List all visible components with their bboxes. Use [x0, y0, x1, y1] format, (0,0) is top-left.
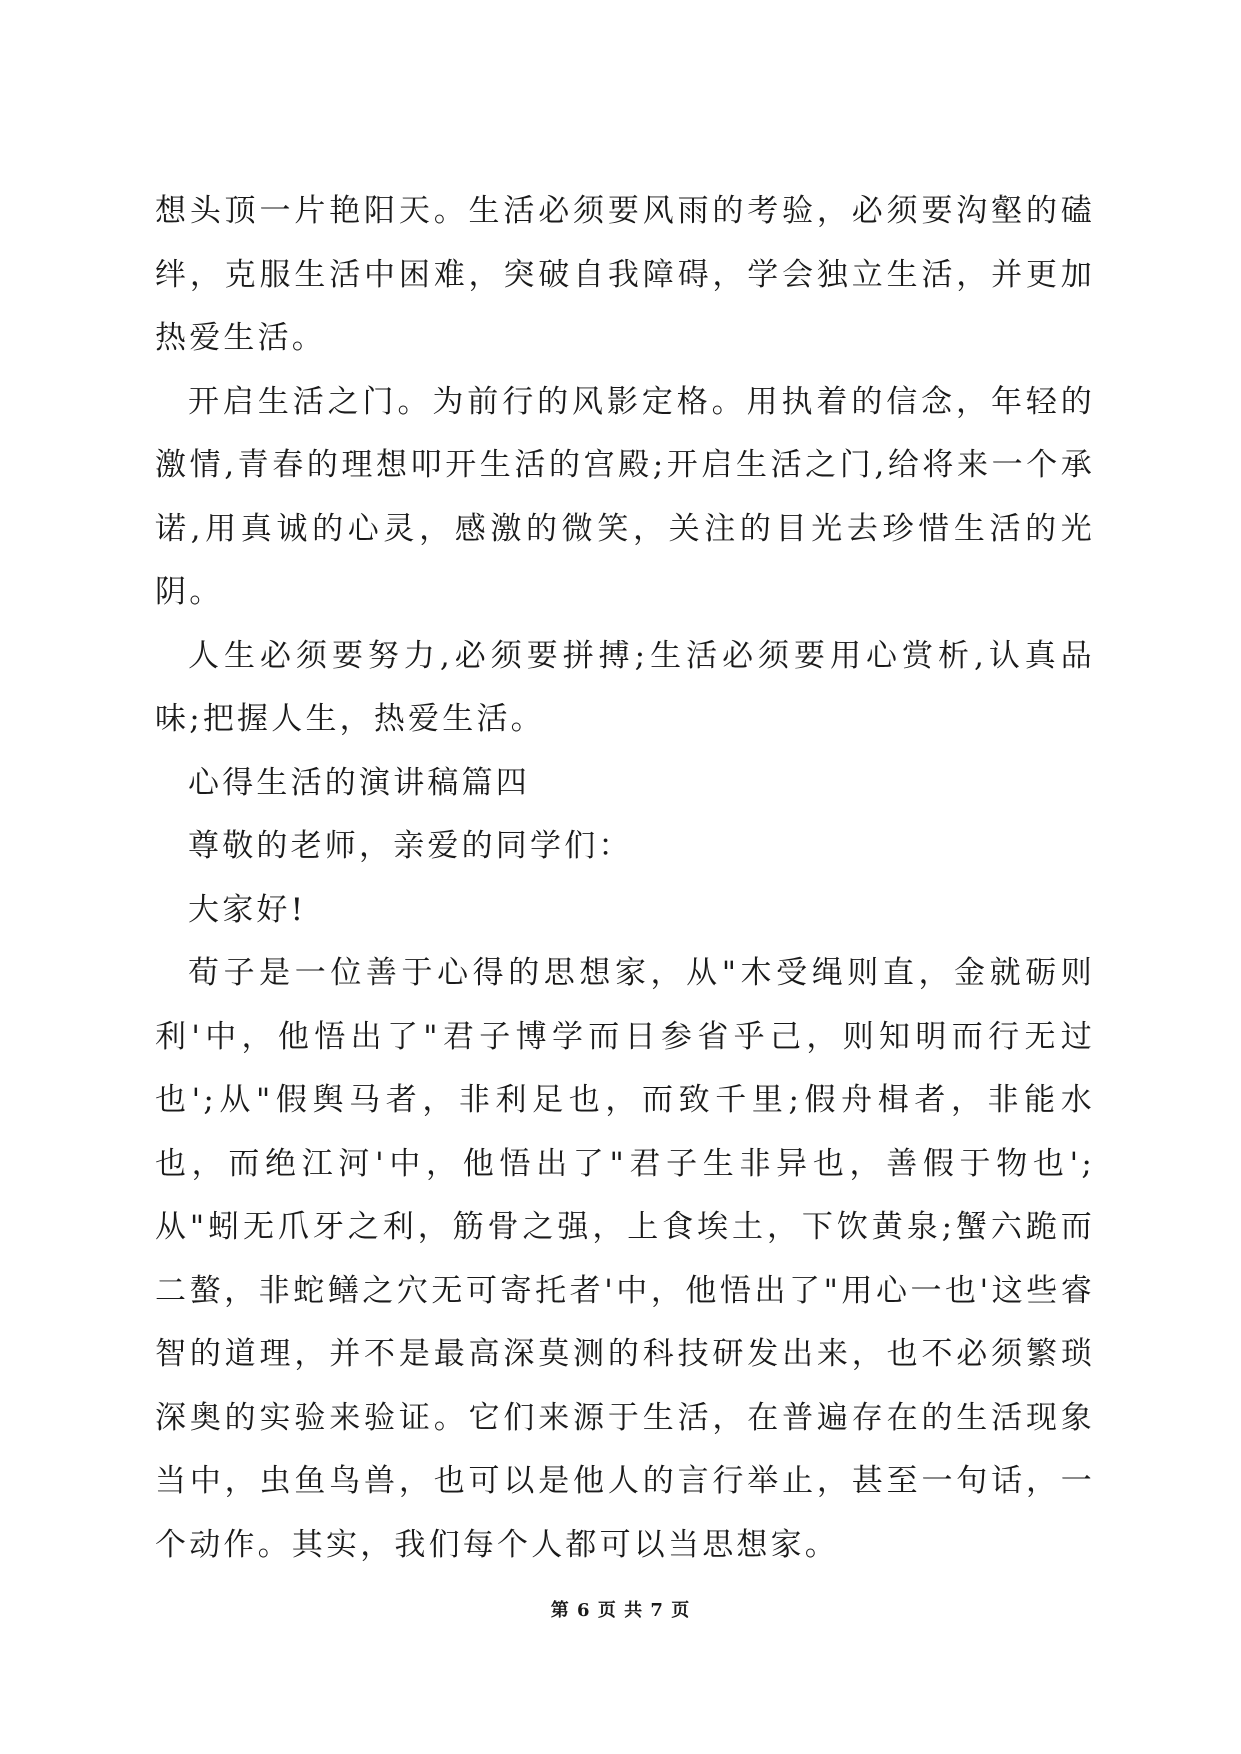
section-heading: 心得生活的演讲稿篇四	[188, 764, 530, 801]
document-body	[155, 180, 1095, 1577]
salutation: 尊敬的老师，亲爱的同学们：	[188, 828, 633, 864]
page-footer	[0, 1596, 1241, 1622]
footer-prefix: 第	[550, 1600, 570, 1621]
paragraph-life-effort: 人生必须要努力,必须要拼搏;生活必须要用心赏析,认真品味;把握人生，热爱生活。	[155, 637, 1095, 737]
paragraph-open-door: 开启生活之门。为前行的风影定格。用执着的信念，年轻的激情,青春的理想叩开生活的宫殿;开启生活之门,给将来一个承诺,用真诚的心灵，感激的微笑，关注的目光去珍惜生活的光阴。	[155, 383, 1095, 610]
footer-middle: 页 共	[597, 1600, 644, 1621]
paragraph-continuation: 想头顶一片艳阳天。生活必须要风雨的考验，必须要沟壑的磕绊，克服生活中困难，突破自我障碍，学会独立生活，并更加热爱生活。	[155, 193, 1095, 356]
footer-suffix: 页	[671, 1600, 691, 1621]
greeting: 大家好!	[188, 891, 307, 928]
footer-current-page: 6	[577, 1600, 591, 1621]
footer-total-pages: 7	[650, 1600, 664, 1621]
paragraph-xunzi: 荀子是一位善于心得的思想家，从"木受绳则直，金就砺则利'中，他悟出了"君子博学而日参省乎己，则知明而行无过也';从"假舆马者，非利足也，而致千里;假舟楫者，非能水也，而绝江河'中，他悟出了"君子生非异也，善假于物也';从"蚓无爪牙之利，筋骨之强，上食埃土，下饮黄泉;蟹六跪而二螯，非蛇鳝之穴无可寄托者'中，他悟出了"用心一也'这些睿智的道理，并不是最高深莫测的科技研发出来，也不必须繁琐深奥的实验来验证。它们来源于生活，在普遍存在的生活现象当中，虫鱼鸟兽，也可以是他人的言行举止，甚至一句话，一个动作。其实，我们每个人都可以当思想家。	[155, 955, 1095, 1563]
